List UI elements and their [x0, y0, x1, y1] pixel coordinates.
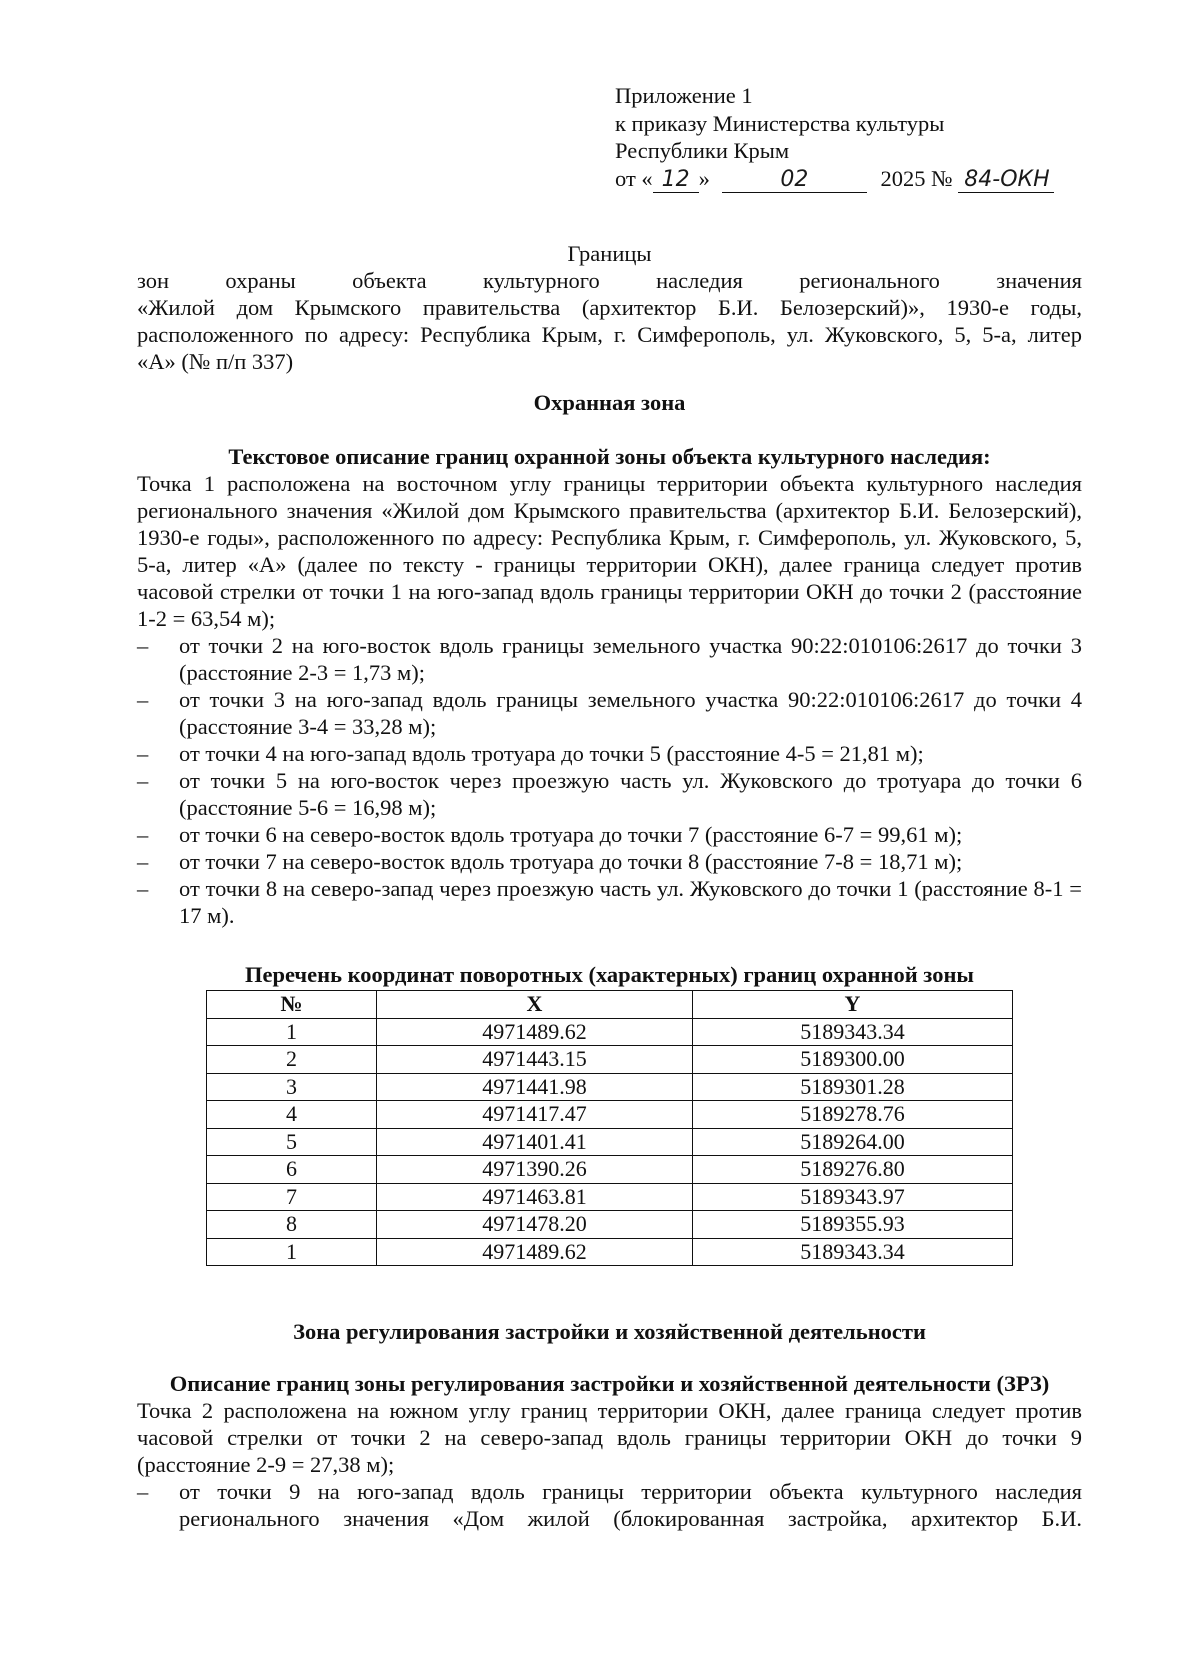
table-cell: 5189264.00	[693, 1128, 1013, 1156]
title-line: зон охраны объекта культурного наследия регионального значения	[137, 268, 1082, 293]
table-cell: 4971443.15	[377, 1046, 693, 1074]
regulation-zone-list	[137, 1478, 1082, 1532]
protection-zone-list	[137, 632, 1082, 929]
table-row	[207, 1046, 1013, 1074]
table-cell: 2	[207, 1046, 377, 1074]
title-word: Границы	[567, 241, 652, 266]
appendix-line: Республики Крым	[615, 138, 790, 163]
section-title-protection-zone: Охранная зона	[533, 390, 686, 415]
document-title	[137, 240, 1082, 375]
protection-zone-subtitle: Текстовое описание границ охранной зоны объекта культурного наследия:	[228, 444, 991, 469]
table-row	[207, 1073, 1013, 1101]
list-item: – от точки 5 на юго-восток через проезжую часть ул. Жуковского до тротуара до точки 6 (расстояние 5-6 = 16,98 м);	[137, 767, 1082, 821]
table-cell: 5189343.97	[693, 1183, 1013, 1211]
date-prefix: от «	[615, 165, 653, 191]
table-cell: 4971489.62	[377, 1018, 693, 1046]
table-cell: 6	[207, 1156, 377, 1184]
column-header: №	[207, 991, 377, 1019]
table-cell: 4971401.41	[377, 1128, 693, 1156]
handwritten-day: 12	[653, 168, 699, 193]
table-cell: 4971463.81	[377, 1183, 693, 1211]
table-cell: 4971489.62	[377, 1238, 693, 1266]
table-row	[207, 1183, 1013, 1211]
column-header: X	[377, 991, 693, 1019]
table-cell: 5189343.34	[693, 1238, 1013, 1266]
coordinates-table	[206, 990, 1013, 1266]
table-row	[207, 1211, 1013, 1239]
list-item: – от точки 3 на юго-запад вдоль границы земельного участка 90:22:010106:2617 до точки 4 (расстояние 3-4 = 33,28 м);	[137, 686, 1082, 740]
table-header-row	[207, 991, 1013, 1019]
table-cell: 4971441.98	[377, 1073, 693, 1101]
list-item: – от точки 9 на юго-запад вдоль границы территории объекта культурного наследия регионального значения «Дом жилой (блокированная застройка, архитектор Б.И.	[137, 1478, 1082, 1532]
date-close: »	[698, 165, 710, 191]
table-row	[207, 1238, 1013, 1266]
section-title-regulation-zone: Зона регулирования застройки и хозяйственной деятельности	[293, 1319, 926, 1344]
protection-zone-description	[137, 443, 1082, 929]
table-cell: 4971390.26	[377, 1156, 693, 1184]
table-cell: 5189300.00	[693, 1046, 1013, 1074]
table-cell: 1	[207, 1238, 377, 1266]
regulation-zone-intro: Точка 2 расположена на южном углу границ территории ОКН, далее граница следует против часовой стрелки от точки 2 на северо-запад вдоль границы территории ОКН до точки 9 (расстояние 2-9 = 27,38 м);	[137, 1398, 1082, 1477]
order-date-line	[615, 165, 1115, 193]
regulation-zone-subtitle: Описание границ зоны регулирования застройки и хозяйственной деятельности (ЗРЗ)	[169, 1371, 1050, 1396]
table-cell: 5	[207, 1128, 377, 1156]
table-row	[207, 1128, 1013, 1156]
appendix-header	[615, 82, 1115, 193]
protection-zone-intro: Точка 1 расположена на восточном углу границы территории объекта культурного наследия регионального значения «Жилой дом Крымского правительства (архитектор Б.И. Белозерский), 1930-е годы», расположенного по адресу: Республика Крым, г. Симферополь, ул. Жуковского, 5, 5-а, литер «А» (далее по тексту - границы территории ОКН), далее граница следует против часовой стрелки от точки 1 на юго-запад вдоль границы территории ОКН до точки 2 (расстояние 1-2 = 63,54 м);	[137, 471, 1082, 631]
table-cell: 4	[207, 1101, 377, 1129]
table-cell: 5189343.34	[693, 1018, 1013, 1046]
table-cell: 5189355.93	[693, 1211, 1013, 1239]
title-line: расположенного по адресу: Республика Крым, г. Симферополь, ул. Жуковского, 5, 5-а, литер	[137, 322, 1082, 347]
table-cell: 5189301.28	[693, 1073, 1013, 1101]
table-cell: 4971417.47	[377, 1101, 693, 1129]
list-item: – от точки 8 на северо-запад через проезжую часть ул. Жуковского до точки 1 (расстояние 8-1 = 17 м).	[137, 875, 1082, 929]
table-cell: 1	[207, 1018, 377, 1046]
column-header: Y	[693, 991, 1013, 1019]
table-row	[207, 1156, 1013, 1184]
date-year: 2025 №	[880, 165, 953, 191]
title-line: «Жилой дом Крымского правительства (архитектор Б.И. Белозерский)», 1930-е годы,	[137, 295, 1082, 320]
table-cell: 3	[207, 1073, 377, 1101]
appendix-line: к приказу Министерства культуры	[615, 110, 945, 136]
table-cell: 8	[207, 1211, 377, 1239]
table-cell: 7	[207, 1183, 377, 1211]
appendix-line: Приложение 1	[615, 83, 753, 108]
regulation-zone-description	[137, 1370, 1082, 1532]
title-line: «А» (№ п/п 337)	[137, 349, 294, 374]
table-cell: 5189278.76	[693, 1101, 1013, 1129]
handwritten-month: 02	[722, 168, 867, 193]
list-item: – от точки 2 на юго-восток вдоль границы земельного участка 90:22:010106:2617 до точки 3 (расстояние 2-3 = 1,73 м);	[137, 632, 1082, 686]
handwritten-order-number: 84-ОКН	[958, 168, 1054, 193]
table-cell: 5189276.80	[693, 1156, 1013, 1184]
table-row	[207, 1018, 1013, 1046]
list-item: – от точки 7 на северо-восток вдоль тротуара до точки 8 (расстояние 7-8 = 18,71 м);	[137, 848, 1082, 875]
coordinates-table-title: Перечень координат поворотных (характерных) границ охранной зоны	[245, 962, 974, 987]
table-cell: 4971478.20	[377, 1211, 693, 1239]
list-item: – от точки 6 на северо-восток вдоль тротуара до точки 7 (расстояние 6-7 = 99,61 м);	[137, 821, 1082, 848]
table-row	[207, 1101, 1013, 1129]
list-item: – от точки 4 на юго-запад вдоль тротуара до точки 5 (расстояние 4-5 = 21,81 м);	[137, 740, 1082, 767]
